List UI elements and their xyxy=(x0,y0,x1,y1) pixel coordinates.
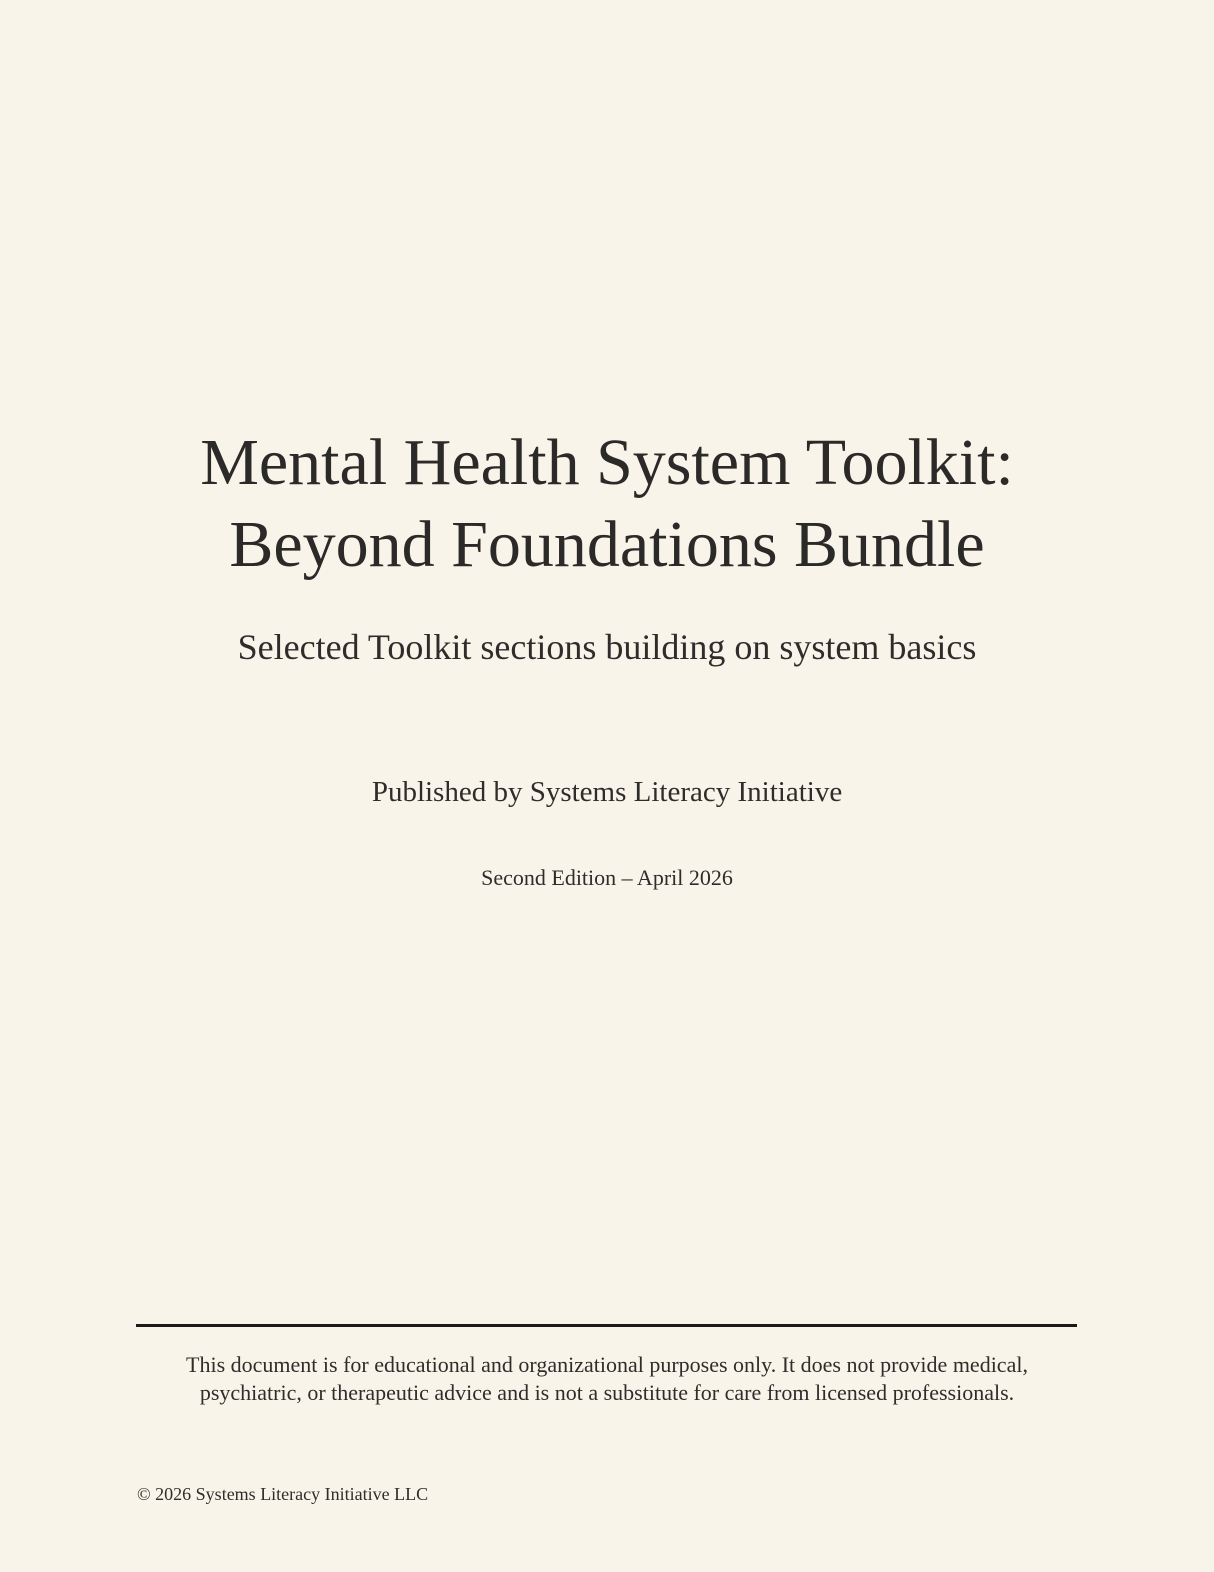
edition-line: Second Edition – April 2026 xyxy=(481,865,733,890)
document-title xyxy=(0,422,1214,586)
disclaimer-line-2: psychiatric, or therapeutic advice and is not a substitute for care from licensed professionals. xyxy=(199,1380,1015,1405)
document-subtitle: Selected Toolkit sections building on system basics xyxy=(237,627,977,667)
disclaimer xyxy=(120,1351,1094,1407)
document-title-line-2: Beyond Foundations Bundle xyxy=(229,508,985,581)
horizontal-rule xyxy=(136,1324,1077,1327)
disclaimer-line-1: This document is for educational and organizational purposes only. It does not provide medical, xyxy=(186,1352,1028,1377)
copyright-notice: © 2026 Systems Literacy Initiative LLC xyxy=(137,1484,429,1504)
publisher-line: Published by Systems Literacy Initiative xyxy=(371,776,843,808)
document-title-line-1: Mental Health System Toolkit: xyxy=(200,426,1014,499)
